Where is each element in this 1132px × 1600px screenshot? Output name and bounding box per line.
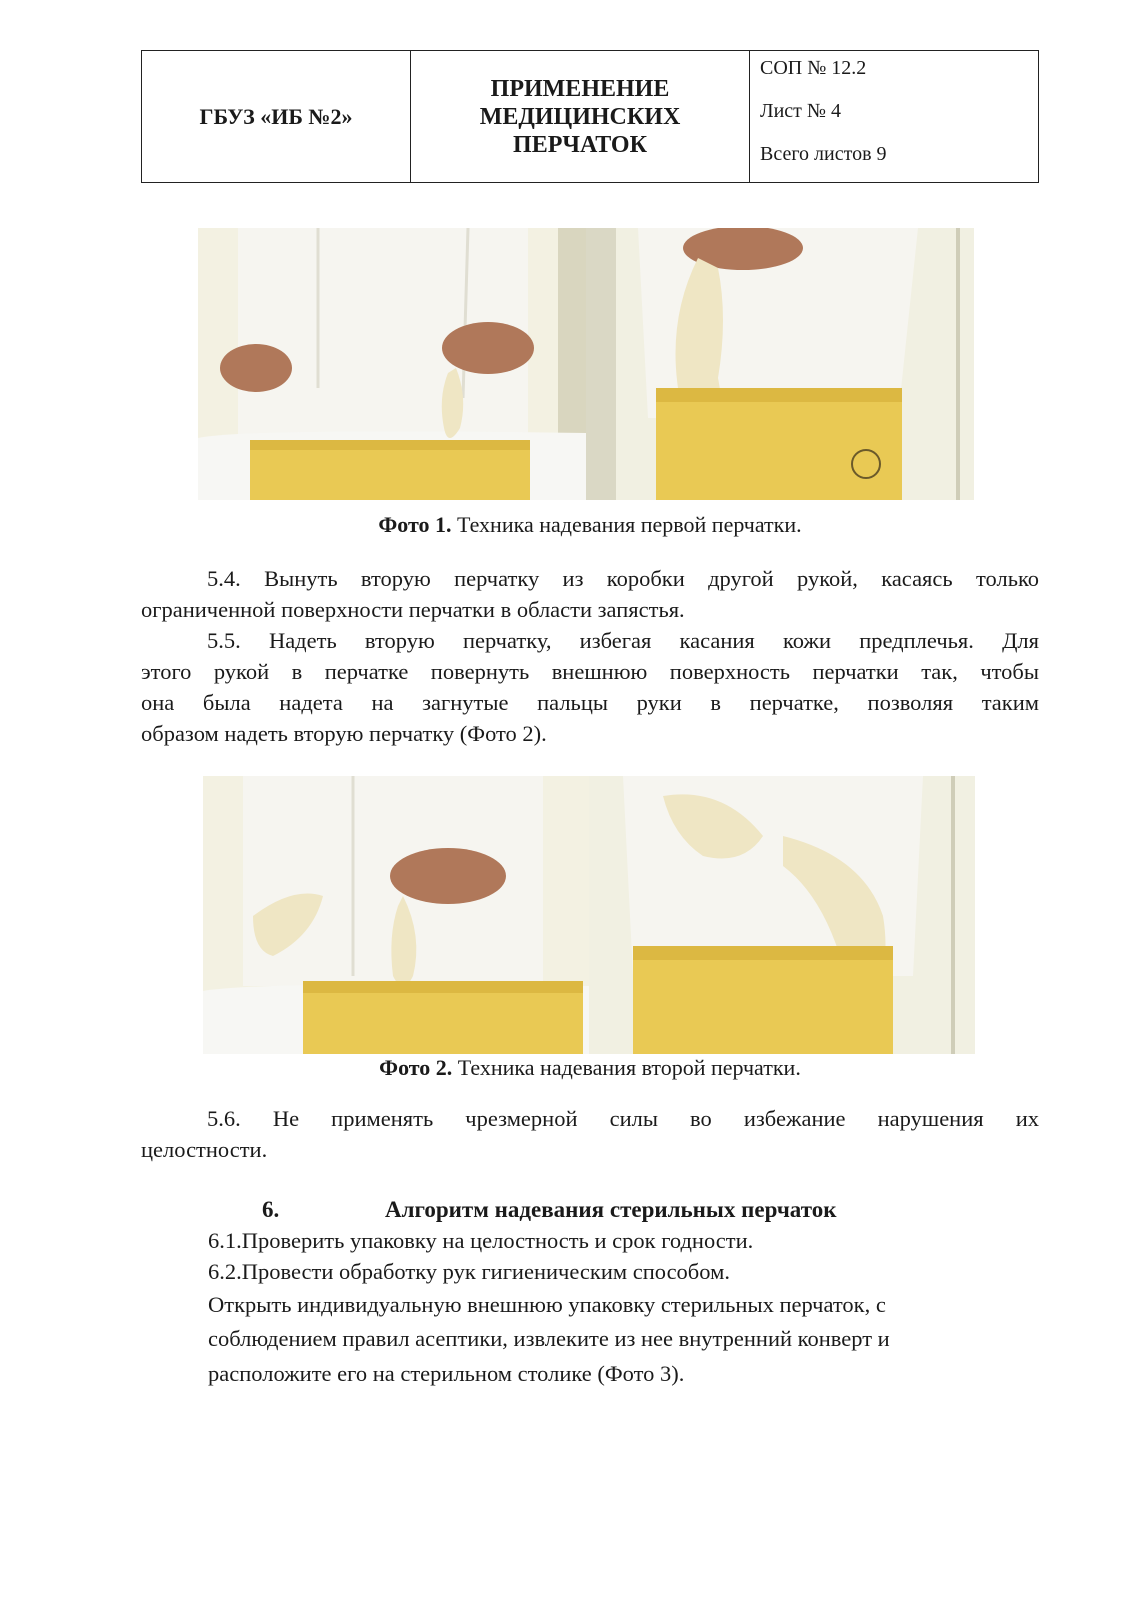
photo-1-right xyxy=(586,228,974,500)
org-name: ГБУЗ «ИБ №2» xyxy=(142,51,411,182)
sheet-number: Лист № 4 xyxy=(760,100,841,122)
title-line-1: ПРИМЕНЕНИЕ xyxy=(490,75,670,102)
total-sheets: Всего листов 9 xyxy=(760,143,887,165)
section-6-open-line-2: соблюдением правил асептики, извлеките из нее внутренний конверт и xyxy=(208,1326,890,1351)
para-5-6-line-2: целостности. xyxy=(141,1137,268,1162)
title-line-2: МЕДИЦИНСКИХ xyxy=(479,103,681,130)
photo-1-left xyxy=(198,228,586,500)
photo-2-right xyxy=(589,776,975,1054)
para-5-5-line-3: она была надета на загнутые пальцы руки в перчатке, позволяя таким xyxy=(141,690,1039,715)
photo-2-caption-text: Техника надевания второй перчатки. xyxy=(452,1055,801,1080)
photo-1-caption-label: Фото 1. xyxy=(378,512,452,537)
section-6-2: 6.2.Провести обработку рук гигиеническим способом. xyxy=(208,1259,730,1284)
photo-2-caption xyxy=(141,1055,1039,1081)
section-6-number: 6. xyxy=(262,1197,280,1222)
section-6-title: Алгоритм надевания стерильных перчаток xyxy=(385,1197,837,1222)
header-meta xyxy=(750,51,1038,182)
photo-1 xyxy=(198,228,974,500)
photo-2-caption-label: Фото 2. xyxy=(379,1055,453,1080)
para-5-6-line-1: 5.6. Не применять чрезмерной силы во избежание нарушения их xyxy=(207,1106,1039,1131)
document-title xyxy=(411,51,750,182)
para-5-4-line-1: 5.4. Вынуть вторую перчатку из коробки другой рукой, касаясь только xyxy=(207,566,1039,591)
para-5-5-line-2: этого рукой в перчатке повернуть внешнюю поверхность перчатки так, чтобы xyxy=(141,659,1039,684)
section-6-open-line-1: Открыть индивидуальную внешнюю упаковку стерильных перчаток, с xyxy=(208,1292,886,1317)
section-6-1: 6.1.Проверить упаковку на целостность и срок годности. xyxy=(208,1228,754,1253)
para-5-5-line-4: образом надеть вторую перчатку (Фото 2). xyxy=(141,721,547,746)
photo-2-left xyxy=(203,776,589,1054)
section-6-open-line-3: расположите его на стерильном столике (Фото 3). xyxy=(208,1361,685,1386)
sop-number: СОП № 12.2 xyxy=(760,57,867,79)
para-5-5-line-1: 5.5. Надеть вторую перчатку, избегая касания кожи предплечья. Для xyxy=(207,628,1039,653)
title-line-3: ПЕРЧАТОК xyxy=(513,131,647,158)
photo-1-caption xyxy=(141,512,1039,538)
header-table xyxy=(141,50,1039,183)
photo-1-caption-text: Техника надевания первой перчатки. xyxy=(451,512,802,537)
photo-2 xyxy=(203,776,975,1054)
para-5-4-line-2: ограниченной поверхности перчатки в области запястья. xyxy=(141,597,685,622)
